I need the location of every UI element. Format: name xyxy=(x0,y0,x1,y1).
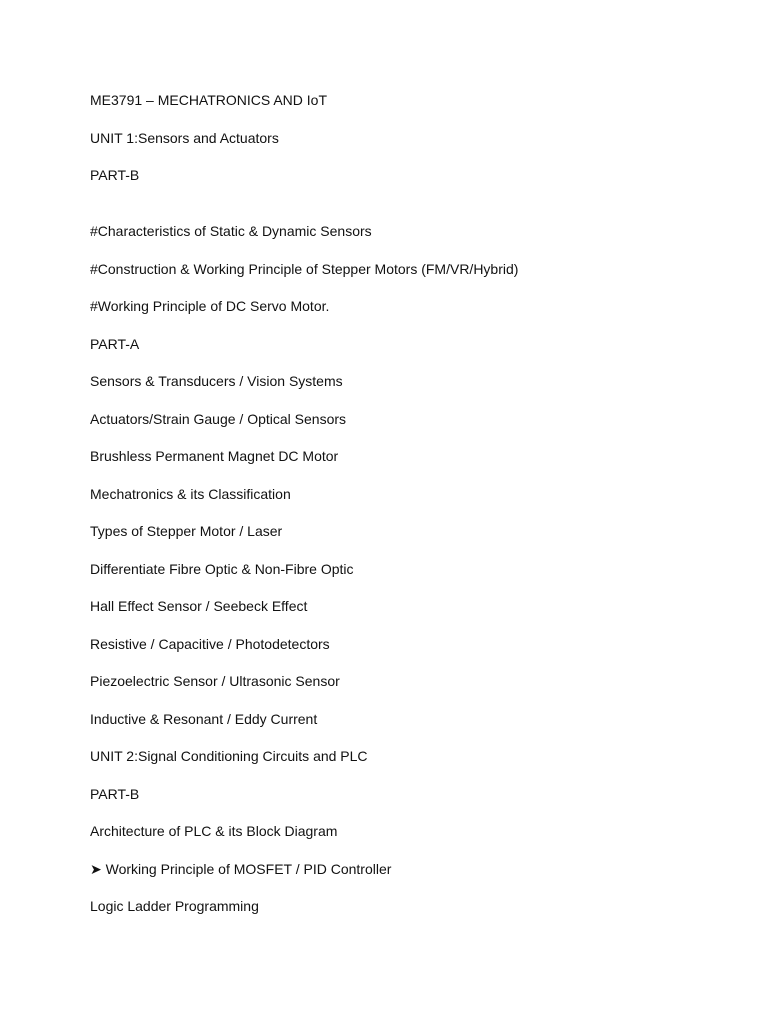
unit-1-heading: UNIT 1:Sensors and Actuators xyxy=(90,130,279,146)
topic-line: Brushless Permanent Magnet DC Motor xyxy=(90,448,339,464)
topic-line: Resistive / Capacitive / Photodetectors xyxy=(90,636,330,652)
topic-line: Logic Ladder Programming xyxy=(90,898,259,914)
topic-line: Inductive & Resonant / Eddy Current xyxy=(90,711,318,727)
unit-2-heading: UNIT 2:Signal Conditioning Circuits and PLC xyxy=(90,748,368,764)
part-b-heading: PART-B xyxy=(90,167,140,183)
topic-line: ➤ Working Principle of MOSFET / PID Controller xyxy=(90,861,392,877)
topic-line: Types of Stepper Motor / Laser xyxy=(90,523,283,539)
topic-line: Differentiate Fibre Optic & Non-Fibre Optic xyxy=(90,561,354,577)
topic-line: Piezoelectric Sensor / Ultrasonic Sensor xyxy=(90,673,340,689)
part-a-heading: PART-A xyxy=(90,336,140,352)
part-b-heading: PART-B xyxy=(90,786,140,802)
topic-line: #Construction & Working Principle of Stepper Motors (FM/VR/Hybrid) xyxy=(90,261,519,277)
topic-line: Mechatronics & its Classification xyxy=(90,486,291,502)
topic-line: Sensors & Transducers / Vision Systems xyxy=(90,373,343,389)
topic-line: Hall Effect Sensor / Seebeck Effect xyxy=(90,598,308,614)
topic-line: Architecture of PLC & its Block Diagram xyxy=(90,823,338,839)
topic-line: #Characteristics of Static & Dynamic Sensors xyxy=(90,223,372,239)
course-title: ME3791 – MECHATRONICS AND IoT xyxy=(90,92,328,108)
topic-line: #Working Principle of DC Servo Motor. xyxy=(90,298,330,314)
topic-line: Actuators/Strain Gauge / Optical Sensors xyxy=(90,411,347,427)
